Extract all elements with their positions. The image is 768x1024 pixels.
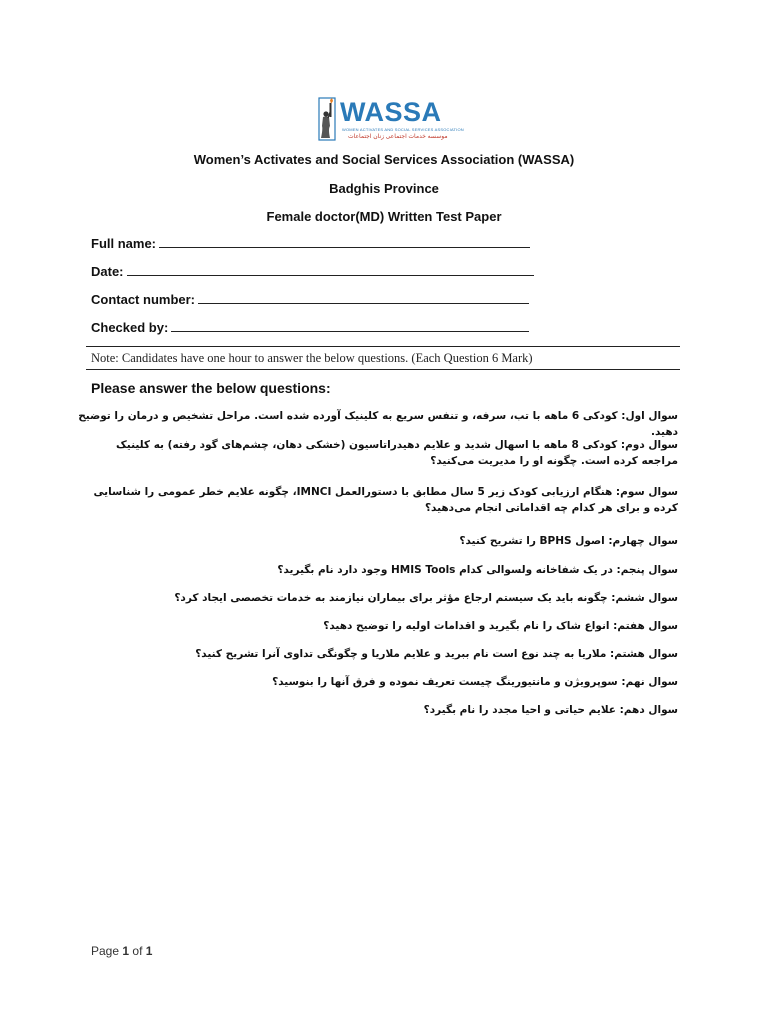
page-footer [91,944,152,958]
answer-line[interactable] [159,237,530,248]
logo-wordmark: WASSA [340,97,442,127]
logo-subtitle-fa: موسسه خدمات اجتماعی زنان اجتماعات [348,134,448,140]
answer-line[interactable] [198,293,529,304]
paper-title: Female doctor(MD) Written Test Paper [266,209,502,224]
field-label: Checked by: [91,320,169,335]
note-box [86,346,680,370]
question-2: سوال دوم: کودکی 8 ماهه با اسهال شدید و علایم دهیدراتاسیون (خشکی دهان، چشم‌های گود رفته) به کلینیک مراجعه کرده است. چگونه او را مدیریت می‌کنید؟ [116,439,678,467]
woman-figure-icon [318,96,338,142]
page-total: 1 [145,944,153,958]
field-label: Full name: [91,236,157,251]
question-7: سوال هفتم: انواع شاک را نام بگیرید و اقدامات اولیه را توضیح دهید؟ [323,620,678,632]
instruction-heading: Please answer the below questions: [91,380,331,396]
date-field [91,264,534,279]
field-label: Date: [91,264,124,279]
province-name: Badghis Province [329,181,439,196]
organization-name: Women’s Activates and Social Services Association (WASSA) [193,152,575,167]
full-name-field [91,236,530,251]
question-5: سوال پنجم: در یک شفاخانه ولسوالی کدام HMIS Tools وجود دارد نام بگیرید؟ [277,564,678,576]
question-8: سوال هشتم: ملاریا به چند نوع است نام ببرید و علایم ملاریا و چگونگی تداوی آنرا تشریح کنید؟ [195,648,678,660]
question-3: سوال سوم: هنگام ارزیابی کودک زیر 5 سال مطابق با دستورالعمل IMNCI، چگونه علایم خطر عمومی را شناسایی کرده و برای هر کدام چه اقداماتی انجام می‌دهید؟ [93,486,678,514]
answer-line[interactable] [127,265,534,276]
page-current: 1 [122,944,130,958]
question-9: سوال نهم: سوپرویژن و مانتیورینگ چیست تعریف نموده و فرق آنها را بنوسید؟ [272,676,678,688]
wassa-logo [318,96,464,142]
answer-line[interactable] [171,321,529,332]
field-label: Contact number: [91,292,195,307]
checked-by-field [91,320,529,335]
note-text: Note: Candidates have one hour to answer the below questions. (Each Question 6 Mark) [91,351,533,365]
logo-subtitle-en: WOMEN ACTIVATES AND SOCIAL SERVICES ASSOCIATION [342,127,464,132]
question-1: سوال اول: کودکی 6 ماهه با تب، سرفه، و تنفس سریع به کلینیک آورده شده است. مراحل تشخیص و درمان را توضیح دهید. [78,410,678,438]
page-label: Page [91,944,120,958]
contact-number-field [91,292,529,307]
of-label: of [132,944,143,958]
question-6: سوال ششم: چگونه باید یک سیستم ارجاع مؤثر برای بیماران نیازمند به خدمات تخصصی ایجاد کرد؟ [174,592,678,604]
question-4: سوال چهارم: اصول BPHS را تشریح کنید؟ [459,535,678,547]
question-10: سوال دهم: علایم حیاتی و احیا مجدد را نام بگیرد؟ [423,704,678,716]
